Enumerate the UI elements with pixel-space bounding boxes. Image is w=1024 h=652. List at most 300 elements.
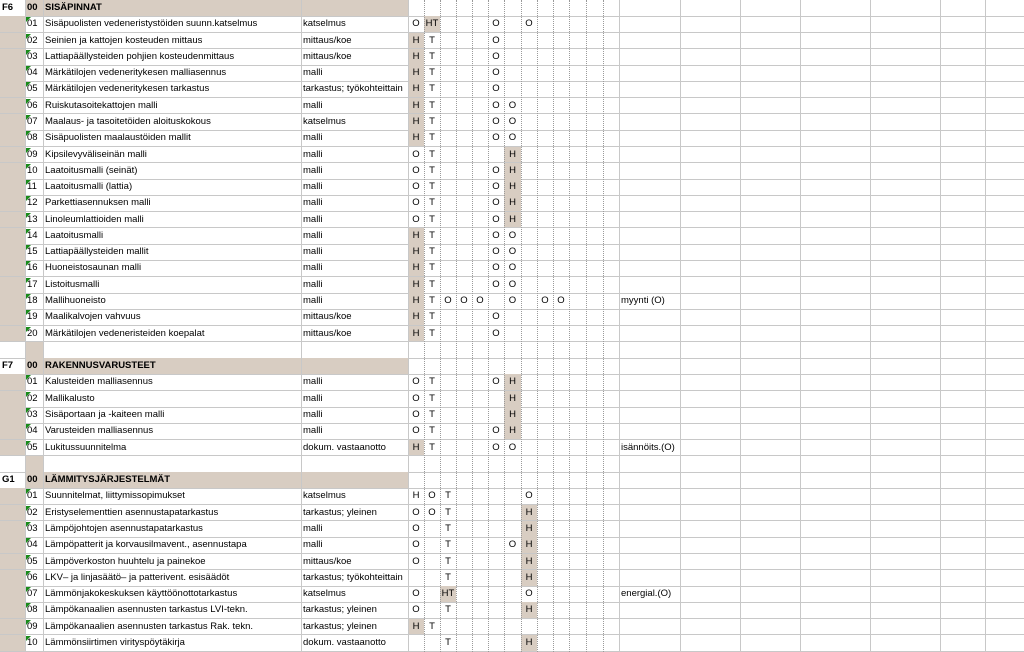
task-type-cell[interactable]: malli	[303, 197, 323, 209]
mark-cell[interactable]	[440, 260, 456, 276]
mark-cell[interactable]: T	[429, 132, 435, 144]
mark-cell[interactable]	[537, 570, 553, 586]
mark-cell[interactable]: H	[408, 81, 424, 97]
task-name-cell[interactable]: Laatoitusmalli (lattia)	[45, 181, 133, 193]
section-code[interactable]: G1	[2, 474, 15, 486]
section-code[interactable]: F7	[2, 360, 14, 372]
mark-cell[interactable]: O	[525, 588, 533, 600]
row-code-cell[interactable]	[0, 130, 25, 146]
task-name-cell[interactable]: Linoleumlattioiden malli	[45, 213, 144, 225]
mark-cell[interactable]	[440, 98, 456, 114]
row-code-cell[interactable]	[0, 391, 25, 407]
mark-cell[interactable]	[456, 179, 472, 195]
mark-cell[interactable]	[521, 309, 537, 325]
mark-cell[interactable]	[521, 423, 537, 439]
mark-cell[interactable]	[537, 16, 553, 32]
mark-cell[interactable]: O	[492, 425, 500, 437]
mark-cell[interactable]	[537, 586, 553, 602]
mark-cell[interactable]: H	[408, 114, 424, 130]
mark-cell[interactable]	[521, 407, 537, 423]
row-number[interactable]: 03	[27, 522, 38, 534]
mark-cell[interactable]	[553, 33, 569, 49]
mark-cell[interactable]: H	[504, 374, 521, 390]
mark-cell[interactable]: T	[445, 506, 451, 518]
mark-cell[interactable]	[488, 147, 504, 163]
task-name-cell[interactable]: LKV– ja linjasäätö– ja patterivent. esisäädöt	[45, 571, 230, 583]
mark-cell[interactable]	[488, 407, 504, 423]
mark-cell[interactable]	[537, 260, 553, 276]
mark-cell[interactable]: O	[412, 181, 420, 193]
mark-cell[interactable]	[456, 521, 472, 537]
mark-cell[interactable]	[504, 635, 521, 651]
mark-cell[interactable]	[440, 195, 456, 211]
mark-cell[interactable]: T	[445, 636, 451, 648]
task-type-cell[interactable]: malli	[303, 539, 323, 551]
row-code-cell[interactable]	[0, 98, 25, 114]
mark-cell[interactable]: T	[429, 115, 435, 127]
mark-cell[interactable]: O	[412, 506, 420, 518]
mark-cell[interactable]	[553, 228, 569, 244]
task-type-cell[interactable]: mittaus/koe	[303, 311, 352, 323]
mark-cell[interactable]: H	[504, 423, 521, 439]
mark-cell[interactable]: T	[429, 246, 435, 258]
mark-cell[interactable]	[553, 619, 569, 635]
mark-cell[interactable]: T	[429, 213, 435, 225]
mark-cell[interactable]: O	[444, 295, 452, 307]
task-type-cell[interactable]: malli	[303, 164, 323, 176]
mark-cell[interactable]: O	[412, 148, 420, 160]
task-name-cell[interactable]: Lämpöpatterit ja korvausilmavent., asennustapa	[45, 539, 247, 551]
mark-cell[interactable]	[472, 179, 488, 195]
mark-cell[interactable]	[537, 537, 553, 553]
mark-cell[interactable]	[504, 602, 521, 618]
row-number[interactable]: 04	[27, 539, 38, 551]
task-name-cell[interactable]: Laatoitusmalli	[45, 229, 104, 241]
mark-cell[interactable]	[488, 586, 504, 602]
mark-cell[interactable]: H	[408, 130, 424, 146]
mark-cell[interactable]: O	[412, 588, 420, 600]
task-name-cell[interactable]: Lattiapäällysteiden pohjien kosteudenmittaus	[45, 50, 235, 62]
row-number[interactable]: 10	[27, 636, 38, 648]
mark-cell[interactable]: O	[492, 229, 500, 241]
row-code-cell[interactable]	[0, 505, 25, 521]
mark-cell[interactable]	[488, 521, 504, 537]
task-name-cell[interactable]: Laatoitusmalli (seinät)	[45, 164, 138, 176]
mark-cell[interactable]	[521, 179, 537, 195]
task-type-cell[interactable]: malli	[303, 246, 323, 258]
task-type-cell[interactable]: malli	[303, 132, 323, 144]
mark-cell[interactable]: O	[492, 213, 500, 225]
mark-cell[interactable]	[553, 195, 569, 211]
mark-cell[interactable]	[553, 602, 569, 618]
mark-cell[interactable]	[440, 81, 456, 97]
task-type-cell[interactable]: malli	[303, 213, 323, 225]
mark-cell[interactable]	[553, 81, 569, 97]
task-name-cell[interactable]: Kipsilevyväliseinän malli	[45, 148, 147, 160]
mark-cell[interactable]	[456, 212, 472, 228]
mark-cell[interactable]: H	[521, 602, 537, 618]
mark-cell[interactable]: H	[504, 163, 521, 179]
mark-cell[interactable]: T	[429, 295, 435, 307]
mark-cell[interactable]	[472, 407, 488, 423]
row-number[interactable]: 20	[27, 327, 38, 339]
row-number[interactable]: 12	[27, 197, 38, 209]
mark-cell[interactable]: H	[412, 490, 420, 502]
mark-cell[interactable]: O	[492, 83, 500, 95]
mark-cell[interactable]: O	[412, 197, 420, 209]
mark-cell[interactable]	[472, 195, 488, 211]
row-code-cell[interactable]	[0, 521, 25, 537]
row-code-cell[interactable]	[0, 212, 25, 228]
mark-cell[interactable]	[553, 260, 569, 276]
note-cell[interactable]: energial.(O)	[621, 588, 672, 600]
mark-cell[interactable]	[456, 554, 472, 570]
task-name-cell[interactable]: Listoitusmalli	[45, 278, 100, 290]
row-code-cell[interactable]	[0, 147, 25, 163]
mark-cell[interactable]	[521, 619, 537, 635]
mark-cell[interactable]	[504, 33, 521, 49]
mark-cell[interactable]	[521, 147, 537, 163]
mark-cell[interactable]: H	[408, 309, 424, 325]
mark-cell[interactable]: H	[408, 293, 424, 309]
mark-cell[interactable]	[504, 488, 521, 504]
mark-cell[interactable]	[553, 212, 569, 228]
mark-cell[interactable]	[504, 49, 521, 65]
section-title[interactable]: LÄMMITYSJÄRJESTELMÄT	[43, 472, 408, 488]
mark-cell[interactable]: H	[408, 49, 424, 65]
task-type-cell[interactable]: malli	[303, 522, 323, 534]
task-type-cell[interactable]: malli	[303, 99, 323, 111]
task-type-cell[interactable]: malli	[303, 392, 323, 404]
row-number[interactable]: 03	[27, 50, 38, 62]
mark-cell[interactable]	[456, 163, 472, 179]
row-number[interactable]: 03	[27, 409, 38, 420]
row-number[interactable]: 02	[27, 392, 38, 404]
mark-cell[interactable]	[456, 195, 472, 211]
mark-cell[interactable]	[456, 326, 472, 342]
mark-cell[interactable]	[553, 635, 569, 651]
task-name-cell[interactable]: Sisäpuolisten maalaustöiden mallit	[45, 132, 191, 144]
mark-cell[interactable]	[553, 554, 569, 570]
mark-cell[interactable]	[553, 147, 569, 163]
mark-cell[interactable]: T	[429, 425, 435, 437]
mark-cell[interactable]	[472, 326, 488, 342]
task-type-cell[interactable]: tarkastus; työkohteittain	[303, 571, 403, 583]
mark-cell[interactable]	[537, 163, 553, 179]
row-number[interactable]: 01	[27, 490, 38, 502]
mark-cell[interactable]	[537, 326, 553, 342]
row-code-cell[interactable]	[0, 49, 25, 65]
mark-cell[interactable]: O	[492, 181, 500, 193]
section-number[interactable]: 00	[25, 0, 43, 16]
mark-cell[interactable]: T	[445, 571, 451, 583]
row-number[interactable]: 13	[27, 213, 38, 225]
mark-cell[interactable]	[553, 440, 569, 456]
mark-cell[interactable]	[456, 602, 472, 618]
mark-cell[interactable]	[472, 440, 488, 456]
task-type-cell[interactable]: tarkastus; yleinen	[303, 506, 377, 518]
task-name-cell[interactable]: Parkettiasennuksen malli	[45, 197, 151, 209]
mark-cell[interactable]: H	[408, 619, 424, 635]
mark-cell[interactable]: O	[412, 539, 420, 551]
mark-cell[interactable]	[472, 570, 488, 586]
mark-cell[interactable]	[537, 440, 553, 456]
task-type-cell[interactable]: mittaus/koe	[303, 555, 352, 567]
mark-cell[interactable]	[440, 16, 456, 32]
task-type-cell[interactable]: katselmus	[303, 115, 346, 127]
task-name-cell[interactable]: Ruiskutasoitekattojen malli	[45, 99, 158, 111]
mark-cell[interactable]: O	[412, 164, 420, 176]
row-code-cell[interactable]	[0, 554, 25, 570]
mark-cell[interactable]	[440, 326, 456, 342]
mark-cell[interactable]	[456, 260, 472, 276]
mark-cell[interactable]	[440, 244, 456, 260]
mark-cell[interactable]	[553, 488, 569, 504]
mark-cell[interactable]: H	[408, 228, 424, 244]
mark-cell[interactable]: O	[492, 50, 500, 62]
mark-cell[interactable]	[537, 277, 553, 293]
mark-cell[interactable]	[456, 114, 472, 130]
section-number[interactable]: 00	[25, 358, 43, 374]
mark-cell[interactable]	[472, 619, 488, 635]
mark-cell[interactable]	[537, 147, 553, 163]
mark-cell[interactable]	[504, 16, 521, 32]
mark-cell[interactable]	[488, 570, 504, 586]
mark-cell[interactable]	[440, 423, 456, 439]
mark-cell[interactable]	[553, 163, 569, 179]
row-code-cell[interactable]	[0, 195, 25, 211]
mark-cell[interactable]	[472, 228, 488, 244]
row-number[interactable]: 01	[27, 376, 38, 388]
task-type-cell[interactable]: malli	[303, 295, 323, 307]
mark-cell[interactable]	[408, 635, 424, 651]
task-name-cell[interactable]: Mallihuoneisto	[45, 295, 106, 307]
mark-cell[interactable]	[537, 130, 553, 146]
row-number[interactable]: 17	[27, 278, 38, 290]
mark-cell[interactable]	[472, 391, 488, 407]
mark-cell[interactable]: O	[525, 18, 533, 30]
mark-cell[interactable]: O	[412, 555, 420, 567]
row-number[interactable]: 09	[27, 620, 38, 632]
mark-cell[interactable]: O	[412, 18, 420, 30]
mark-cell[interactable]	[521, 391, 537, 407]
mark-cell[interactable]	[440, 163, 456, 179]
mark-cell[interactable]	[521, 374, 537, 390]
task-name-cell[interactable]: Maalikalvojen vahvuus	[45, 311, 141, 323]
task-name-cell[interactable]: Lämpöjohtojen asennustapatarkastus	[45, 522, 203, 534]
mark-cell[interactable]	[537, 407, 553, 423]
mark-cell[interactable]	[440, 440, 456, 456]
mark-cell[interactable]: T	[429, 311, 435, 323]
mark-cell[interactable]	[537, 635, 553, 651]
mark-cell[interactable]	[537, 521, 553, 537]
mark-cell[interactable]	[424, 586, 440, 602]
mark-cell[interactable]	[553, 49, 569, 65]
row-code-cell[interactable]	[0, 326, 25, 342]
row-number[interactable]: 11	[27, 181, 37, 193]
mark-cell[interactable]	[537, 619, 553, 635]
task-type-cell[interactable]: malli	[303, 425, 323, 437]
mark-cell[interactable]: O	[508, 229, 517, 241]
mark-cell[interactable]: O	[428, 490, 436, 502]
row-number[interactable]: 10	[27, 164, 38, 176]
mark-cell[interactable]	[521, 195, 537, 211]
mark-cell[interactable]	[553, 391, 569, 407]
mark-cell[interactable]	[488, 505, 504, 521]
task-name-cell[interactable]: Märkätilojen vedeneritykesen tarkastus	[45, 83, 210, 95]
mark-cell[interactable]	[488, 635, 504, 651]
task-type-cell[interactable]: mittaus/koe	[303, 34, 352, 46]
mark-cell[interactable]	[504, 309, 521, 325]
mark-cell[interactable]: H	[504, 179, 521, 195]
row-code-cell[interactable]	[0, 228, 25, 244]
mark-cell[interactable]	[553, 570, 569, 586]
row-number[interactable]: 02	[27, 506, 38, 518]
mark-cell[interactable]	[537, 488, 553, 504]
mark-cell[interactable]	[537, 228, 553, 244]
task-type-cell[interactable]: mittaus/koe	[303, 327, 352, 339]
task-name-cell[interactable]: Suunnitelmat, liittymissopimukset	[45, 490, 185, 502]
mark-cell[interactable]	[472, 147, 488, 163]
mark-cell[interactable]	[537, 554, 553, 570]
mark-cell[interactable]	[472, 130, 488, 146]
mark-cell[interactable]: H	[408, 65, 424, 81]
mark-cell[interactable]	[488, 488, 504, 504]
mark-cell[interactable]: O	[492, 115, 500, 127]
mark-cell[interactable]	[504, 554, 521, 570]
task-type-cell[interactable]: katselmus	[303, 588, 346, 600]
mark-cell[interactable]	[440, 619, 456, 635]
mark-cell[interactable]	[537, 65, 553, 81]
mark-cell[interactable]: O	[557, 295, 565, 307]
row-code-cell[interactable]	[0, 33, 25, 49]
task-type-cell[interactable]: malli	[303, 229, 323, 241]
mark-cell[interactable]	[456, 33, 472, 49]
mark-cell[interactable]	[456, 619, 472, 635]
mark-cell[interactable]	[456, 81, 472, 97]
mark-cell[interactable]	[456, 16, 472, 32]
mark-cell[interactable]	[440, 130, 456, 146]
mark-cell[interactable]	[488, 391, 504, 407]
mark-cell[interactable]: H	[408, 260, 424, 276]
mark-cell[interactable]: H	[521, 554, 537, 570]
mark-cell[interactable]: O	[508, 441, 517, 453]
task-type-cell[interactable]: malli	[303, 376, 323, 388]
mark-cell[interactable]	[472, 33, 488, 49]
mark-cell[interactable]	[472, 49, 488, 65]
mark-cell[interactable]: T	[429, 164, 435, 176]
mark-cell[interactable]: H	[504, 407, 521, 423]
row-code-cell[interactable]	[0, 570, 25, 586]
mark-cell[interactable]	[424, 537, 440, 553]
mark-cell[interactable]	[440, 309, 456, 325]
task-name-cell[interactable]: Sisäpuolisten vedeneristystöiden suunn.katselmus	[45, 18, 258, 30]
mark-cell[interactable]	[440, 65, 456, 81]
mark-cell[interactable]	[488, 293, 504, 309]
mark-cell[interactable]: O	[492, 132, 500, 144]
mark-cell[interactable]	[472, 81, 488, 97]
mark-cell[interactable]	[553, 98, 569, 114]
blank-row-cell[interactable]	[25, 342, 43, 358]
mark-cell[interactable]	[472, 309, 488, 325]
mark-cell[interactable]	[440, 49, 456, 65]
mark-cell[interactable]	[553, 521, 569, 537]
mark-cell[interactable]: O	[508, 115, 517, 127]
mark-cell[interactable]: O	[412, 522, 420, 534]
mark-cell[interactable]	[553, 505, 569, 521]
mark-cell[interactable]	[456, 277, 472, 293]
mark-cell[interactable]	[537, 602, 553, 618]
blank-row-cell[interactable]	[25, 456, 43, 472]
mark-cell[interactable]	[521, 293, 537, 309]
mark-cell[interactable]: O	[508, 295, 517, 307]
row-number[interactable]: 05	[27, 555, 38, 567]
mark-cell[interactable]: T	[445, 539, 451, 551]
row-number[interactable]: 07	[27, 588, 38, 600]
mark-cell[interactable]	[521, 130, 537, 146]
mark-cell[interactable]: T	[429, 409, 435, 420]
mark-cell[interactable]	[553, 65, 569, 81]
mark-cell[interactable]: T	[429, 327, 435, 339]
mark-cell[interactable]: H	[408, 244, 424, 260]
mark-cell[interactable]	[440, 407, 456, 423]
mark-cell[interactable]: H	[521, 635, 537, 651]
mark-cell[interactable]	[504, 326, 521, 342]
row-number[interactable]: 05	[27, 441, 38, 453]
mark-cell[interactable]: O	[492, 327, 500, 339]
mark-cell[interactable]	[504, 81, 521, 97]
task-type-cell[interactable]: katselmus	[303, 18, 346, 30]
row-number[interactable]: 01	[27, 18, 38, 30]
row-number[interactable]: 19	[27, 311, 38, 323]
mark-cell[interactable]	[472, 537, 488, 553]
mark-cell[interactable]	[472, 114, 488, 130]
mark-cell[interactable]: T	[429, 197, 435, 209]
mark-cell[interactable]	[440, 179, 456, 195]
row-code-cell[interactable]	[0, 488, 25, 504]
mark-cell[interactable]	[553, 423, 569, 439]
mark-cell[interactable]: H	[504, 195, 521, 211]
row-code-cell[interactable]	[0, 163, 25, 179]
mark-cell[interactable]	[456, 586, 472, 602]
task-name-cell[interactable]: Lattiapäällysteiden mallit	[45, 246, 149, 258]
row-number[interactable]: 05	[27, 83, 38, 95]
mark-cell[interactable]: O	[412, 409, 420, 420]
mark-cell[interactable]	[521, 98, 537, 114]
mark-cell[interactable]	[521, 260, 537, 276]
mark-cell[interactable]	[472, 16, 488, 32]
mark-cell[interactable]: H	[521, 570, 537, 586]
mark-cell[interactable]: O	[492, 311, 500, 323]
mark-cell[interactable]	[472, 554, 488, 570]
mark-cell[interactable]: T	[429, 620, 435, 632]
mark-cell[interactable]	[521, 440, 537, 456]
mark-cell[interactable]: T	[429, 67, 435, 79]
row-code-cell[interactable]	[0, 244, 25, 260]
mark-cell[interactable]	[537, 505, 553, 521]
row-number[interactable]: 07	[27, 115, 38, 127]
mark-cell[interactable]: O	[492, 34, 500, 46]
row-code-cell[interactable]	[0, 277, 25, 293]
mark-cell[interactable]	[553, 277, 569, 293]
note-cell[interactable]: myynti (O)	[621, 295, 665, 307]
row-number[interactable]: 15	[27, 246, 38, 258]
mark-cell[interactable]: O	[508, 99, 517, 111]
mark-cell[interactable]: T	[429, 34, 435, 46]
mark-cell[interactable]	[440, 33, 456, 49]
mark-cell[interactable]	[472, 277, 488, 293]
row-code-cell[interactable]	[0, 309, 25, 325]
